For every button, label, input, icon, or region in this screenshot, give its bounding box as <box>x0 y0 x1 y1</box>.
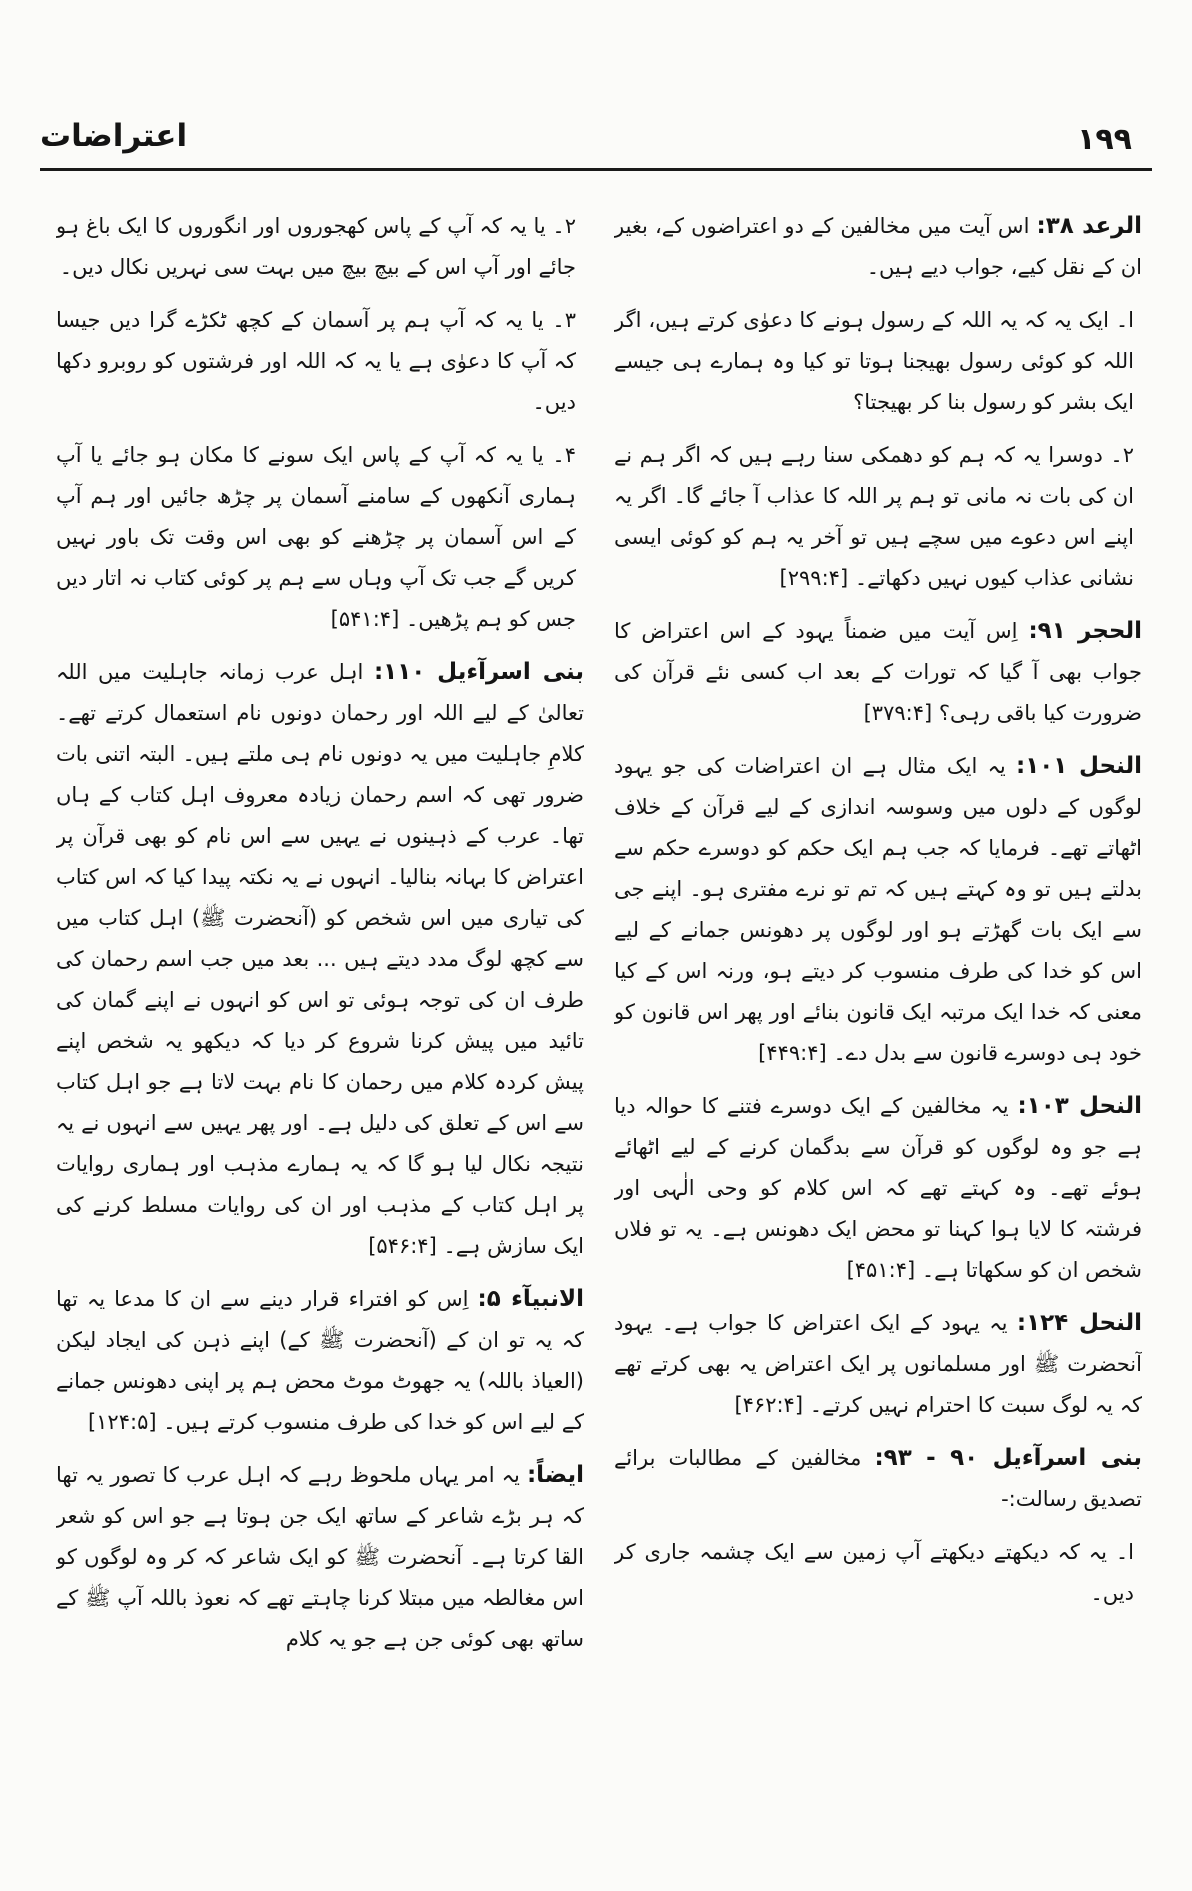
verse-reference: النحل ۱۰۱: <box>1016 753 1142 779</box>
running-header <box>40 118 1152 174</box>
paragraph-text: ۴۔ یا یہ کہ آپ کے پاس ایک سونے کا مکان ہو جائے یا آپ ہماری آنکھوں کے سامنے آسمان پر چڑھ جائیں اور ہم آپ کے اس آسمان پر چڑھنے کو بھی اس وقت تک باور نہیں کریں گے جب تک آپ وہاں سے ہم پر کوئی کتاب نہ اتار دیں جس کو ہم پڑھیں۔ <box>56 443 576 631</box>
verse-reference: بنی اسرآءیل ۹۰ - ۹۳: <box>874 1445 1142 1471</box>
citation: [۴۶۲:۴] <box>734 1393 804 1417</box>
paragraph-text: ا۔ یہ کہ دیکھتے دیکھتے آپ زمین سے ایک چشمہ جاری کر دیں۔ <box>614 1540 1134 1605</box>
list-item <box>56 300 584 423</box>
paragraph-bani-israil-90-93 <box>614 1438 1142 1520</box>
paragraph-text: یہ مخالفین کے ایک دوسرے فتنے کا حوالہ دیا ہے جو وہ لوگوں کو قرآن سے بدگمان کرنے کے لیے اٹھائے ہوئے تھے۔ وہ کہتے تھے کہ اس کلام کو وحی الٰہی اور فرشتہ کا لایا ہوا کہنا تو محض ایک دھونس ہے۔ یہ تو فلاں شخص ان کو سکھاتا ہے۔ <box>614 1094 1142 1282</box>
paragraph-text: مخالفین کے مطالبات برائے تصدیق رسالت:- <box>614 1446 1142 1511</box>
paragraph-text: اہل عرب زمانہ جاہلیت میں اللہ تعالیٰ کے لیے اللہ اور رحمان دونوں نام استعمال کرتے تھے۔ کلامِ جاہلیت میں یہ دونوں نام ہی ملتے ہیں۔ البتہ اتنی بات ضرور تھی کہ اسم رحمان زیادہ معروف اہل کتاب کے ہاں تھا۔ عرب کے ذہینوں نے یہیں سے اس نام کو بھی قرآن پر اعتراض کا بہانہ بنالیا۔ انہوں نے یہ نکتہ پیدا کیا کہ اس کتاب کی تیاری میں اس شخص کو (آنحضرت ﷺ) اہل کتاب میں سے کچھ لوگ مدد دیتے ہیں ... بعد میں جب اسم رحمان کی طرف ان کی توجہ ہوئی تو اس کو انہوں نے اپنے گمان کی تائید میں پیش کرنا شروع کر دیا کہ دیکھو یہ شخص اپنے پیش کردہ کلام میں رحمان کا نام بہت لاتا ہے جو اہل کتاب سے اس کے تعلق کی دلیل ہے۔ اور پھر یہیں سے انہوں نے یہ نتیجہ نکال لیا ہو گا کہ یہ ہمارے مذہب اور ہماری روایات پر اہل کتاب کے مذہب اور ان کی روایات مسلط کرنے کی ایک سازش ہے۔ <box>56 660 584 1258</box>
verse-reference: النحل ۱۰۳: <box>1017 1093 1142 1119</box>
paragraph-anbiya-5 <box>56 1279 584 1443</box>
citation: [۲۹۹:۴] <box>779 566 849 590</box>
verse-reference: النحل ۱۲۴: <box>1016 1310 1142 1336</box>
paragraph-text: یہ امر یہاں ملحوظ رہے کہ اہل عرب کا تصور یہ تھا کہ ہر بڑے شاعر کے ساتھ ایک جن ہوتا ہے جو اس کو شعر القا کرتا ہے۔ آنحضرت ﷺ کو ایک شاعر کہ کر وہ لوگوں کو اس مغالطہ میں مبتلا کرنا چاہتے تھے کہ نعوذ باللہ آپ ﷺ کے ساتھ بھی کوئی جن ہے جو یہ کلام <box>56 1463 584 1651</box>
list-item <box>56 435 584 640</box>
list-item <box>614 300 1142 423</box>
paragraph-raad-38 <box>614 206 1142 288</box>
right-column <box>614 206 1142 1766</box>
citation: [۵۴۱:۴] <box>330 607 400 631</box>
paragraph-text: ا۔ ایک یہ کہ یہ اللہ کے رسول ہونے کا دعوٰی کرتے ہیں، اگر اللہ کو کوئی رسول بھیجنا ہوتا تو کیا وہ ہمارے ہی جیسے ایک بشر کو رسول بنا کر بھیجتا؟ <box>614 308 1134 414</box>
paragraph-text: اس آیت میں مخالفین کے دو اعتراضوں کے، بغیر ان کے نقل کیے، جواب دیے ہیں۔ <box>614 214 1142 279</box>
running-title: اعتراضات <box>40 118 188 154</box>
list-item <box>56 206 584 288</box>
paragraph-nahl-103 <box>614 1086 1142 1291</box>
paragraph-text: یہ ایک مثال ہے ان اعتراضات کی جو یہود لوگوں کے دلوں میں وسوسہ اندازی کے لیے قرآن کے خلاف اٹھاتے تھے۔ فرمایا کہ جب ہم ایک حکم کو دوسرے حکم سے بدلتے ہیں تو وہ کہتے ہیں کہ تم تو نرے مفتری ہو۔ اپنے جی سے ایک بات گھڑتے ہو اور لوگوں پر دھونس جمانے کے لیے اس کو خدا کی طرف منسوب کر دیتے ہو، ورنہ اس کے کیا معنی کہ خدا ایک مرتبہ ایک قانون بنائے اور پھر اس قانون کو خود ہی دوسرے قانون سے بدل دے۔ <box>614 754 1142 1065</box>
citation: [۵۴۶:۴] <box>368 1234 437 1258</box>
verse-reference: الانبیآء ۵: <box>477 1286 584 1312</box>
header-rule <box>40 168 1152 171</box>
list-item <box>614 435 1142 599</box>
verse-reference: الرعد ۳۸: <box>1036 213 1142 239</box>
page-number: ۱۹۹ <box>1077 122 1132 157</box>
paragraph-nahl-124 <box>614 1303 1142 1426</box>
verse-reference: ایضاً: <box>526 1462 584 1488</box>
paragraph-text: اِس کو افتراء قرار دینے سے ان کا مدعا یہ تھا کہ یہ تو ان کے (آنحضرت ﷺ کے) اپنے ذہن کی ایجاد لیکن (العیاذ باللہ) یہ جھوٹ موٹ محض ہم پر اپنی دھونس جمانے کے لیے اس کو خدا کی طرف منسوب کرتے ہیں۔ <box>56 1287 584 1434</box>
paragraph-hijr-91 <box>614 611 1142 734</box>
paragraph-text: ۲۔ یا یہ کہ آپ کے پاس کھجوروں اور انگوروں کا ایک باغ ہو جائے اور آپ اس کے بیچ بیچ میں بہت سی نہریں نکال دیں۔ <box>56 214 576 279</box>
verse-reference: بنی اسرآءیل ۱۱۰: <box>373 659 584 685</box>
verse-reference: الحجر ۹۱: <box>1028 618 1142 644</box>
paragraph-text: ۳۔ یا یہ کہ آپ ہم پر آسمان کے کچھ ٹکڑے گرا دیں جیسا کہ آپ کا دعوٰی ہے یا یہ کہ اللہ اور فرشتوں کو روبرو دکھا دیں۔ <box>56 308 576 414</box>
citation: [۳۷۹:۴] <box>863 701 933 725</box>
list-item <box>614 1532 1142 1614</box>
paragraph-aydan <box>56 1455 584 1660</box>
citation: [۴۵۱:۴] <box>846 1258 916 1282</box>
citation: [۱۲۴:۵] <box>87 1410 157 1434</box>
left-column <box>56 206 584 1766</box>
paragraph-text: یہ یہود کے ایک اعتراض کا جواب ہے۔ یہود آنحضرت ﷺ اور مسلمانوں پر ایک اعتراض یہ بھی کرتے تھے کہ یہ لوگ سبت کا احترام نہیں کرتے۔ <box>614 1311 1142 1417</box>
paragraph-text: ۲۔ دوسرا یہ کہ ہم کو دھمکی سنا رہے ہیں کہ اگر ہم نے ان کی بات نہ مانی تو ہم پر اللہ کا عذاب آ جائے گا۔ اگر یہ اپنے اس دعوے میں سچے ہیں تو آخر یہ ہم کو کوئی ایسی نشانی عذاب کیوں نہیں دکھاتے۔ <box>614 443 1134 590</box>
citation: [۴۴۹:۴] <box>758 1041 827 1065</box>
paragraph-bani-israil-110 <box>56 652 584 1267</box>
paragraph-text: اِس آیت میں ضمناً یہود کے اس اعتراض کا جواب بھی آ گیا کہ تورات کے بعد اب کسی نئے قرآن کی ضرورت کیا باقی رہی؟ <box>614 619 1142 725</box>
paragraph-nahl-101 <box>614 746 1142 1074</box>
